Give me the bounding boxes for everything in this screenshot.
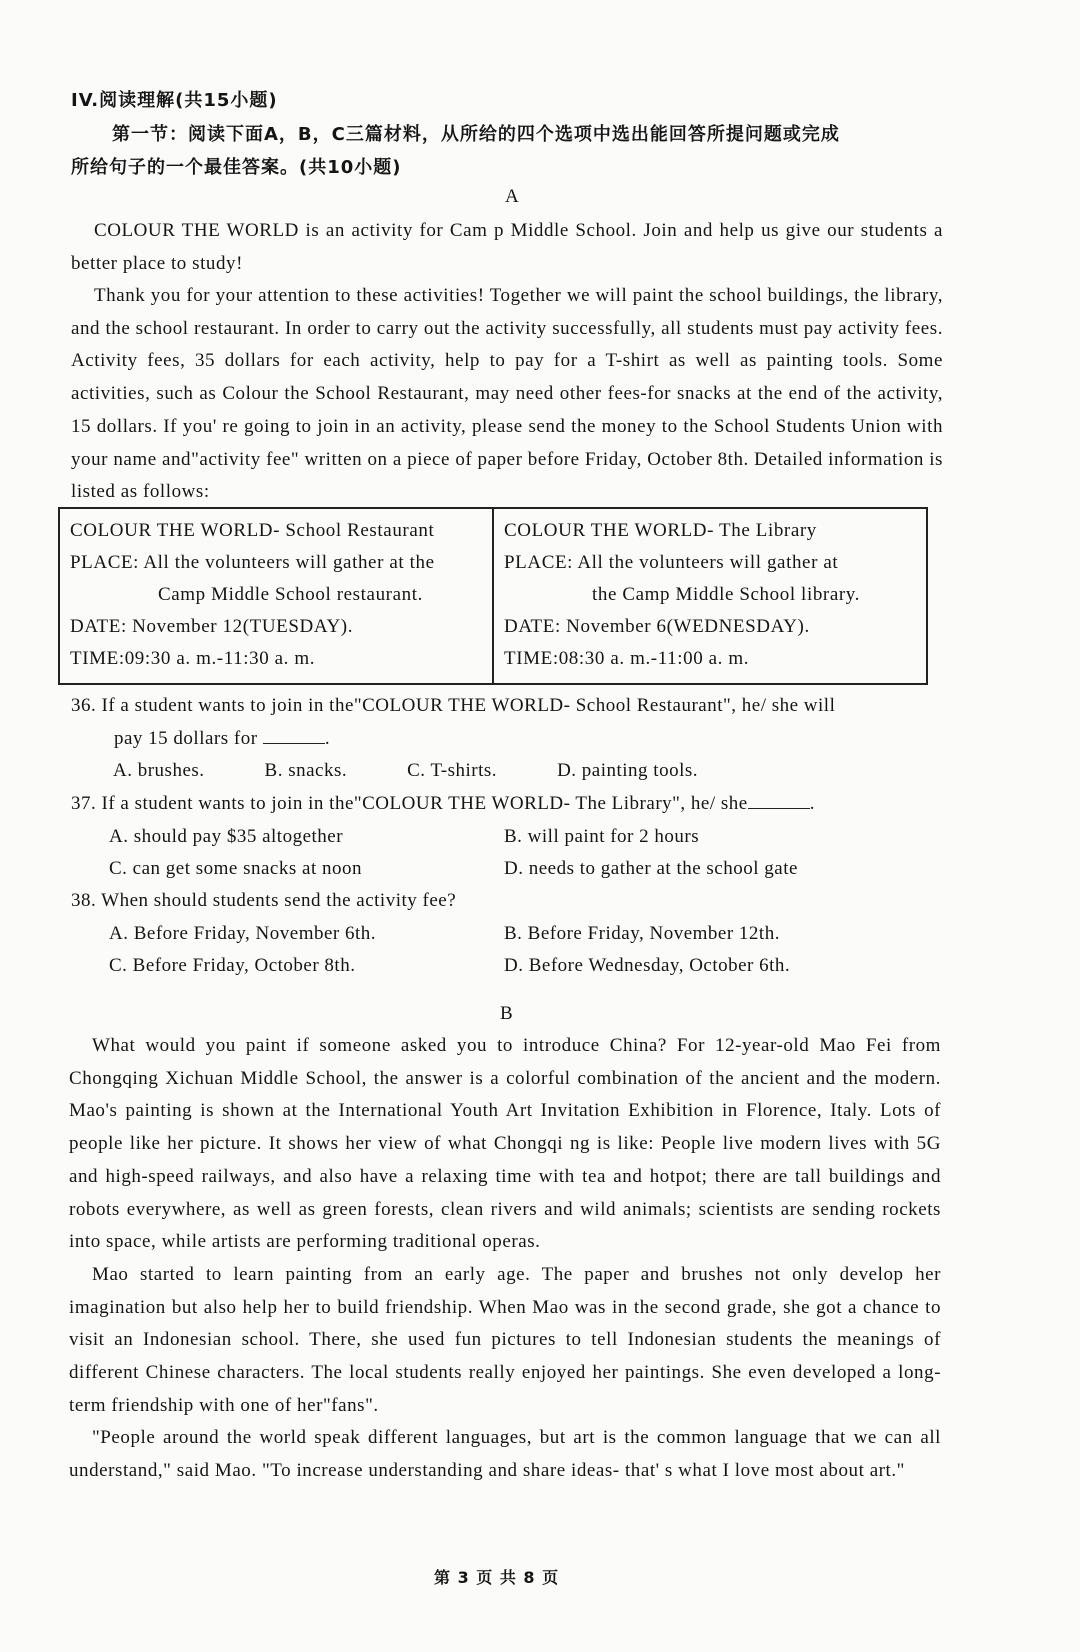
cell-time: TIME:08:30 a. m.-11:00 a. m.	[504, 648, 750, 669]
cell-title: COLOUR THE WORLD- School Restaurant	[70, 520, 435, 541]
stem-end: .	[809, 793, 815, 814]
question-stem-cont: pay 15 dollars for	[114, 727, 258, 749]
question-37	[71, 788, 971, 886]
option-a: A. brushes.	[113, 760, 205, 781]
option-c: C. T-shirts.	[407, 760, 498, 781]
table-cell-restaurant	[60, 509, 494, 683]
option-d: D. Before Wednesday, October 6th.	[504, 955, 791, 976]
passage-b-paragraph-3: "People around the world speak different languages, but art is the common language that we can all understand," said Mao. "To increase understanding and share ideas- that' s what I love most about art."	[69, 1427, 941, 1481]
cell-date: DATE: November 6(WEDNESDAY).	[504, 616, 810, 637]
question-36	[71, 690, 971, 788]
cell-date: DATE: November 12(TUESDAY).	[70, 616, 354, 637]
table-cell-library	[494, 509, 926, 683]
cell-place-cont: Camp Middle School restaurant.	[158, 584, 423, 605]
instruction-line-1: 第一节：阅读下面A，B，C三篇材料，从所给的四个选项中选出能回答所提问题或完成	[112, 124, 840, 145]
answer-blank	[748, 790, 810, 809]
question-stem: 37. If a student wants to join in the"COLOUR THE WORLD- The Library", he/ she	[71, 793, 748, 814]
cell-place-cont: the Camp Middle School library.	[592, 584, 861, 605]
passage-b-label: B	[500, 1003, 513, 1024]
cell-time: TIME:09:30 a. m.-11:30 a. m.	[70, 648, 316, 669]
option-d: D. painting tools.	[557, 760, 699, 781]
passage-a-paragraph-2: Thank you for your attention to these activities! Together we will paint the school buildings, the library, and the school restaurant. In order to carry out the activity successfully, all students must pay activity fees. Activity fees, 35 dollars for each activity, help to pay for a T-shirt as well as painting tools. Some activities, such as Colour the School Restaurant, may need other fees-for snacks at the end of the activity, 15 dollars. If you' re going to join in an activity, please send the money to the School Students Union with your name and"activity fee" written on a piece of paper before Friday, October 8th. Detailed information is listed as follows:	[71, 285, 943, 503]
section-heading: IV.阅读理解(共15小题)	[71, 90, 278, 111]
option-a: A. Before Friday, November 6th.	[109, 922, 377, 944]
passage-b-paragraph-1: What would you paint if someone asked you to introduce China? For 12-year-old Mao Fei from Chongqing Xichuan Middle School, the answer is a colorful combination of the ancient and the modern. Mao's painting is shown at the International Youth Art Invitation Exhibition in Florence, Italy. Lots of people like her picture. It shows her view of what Chongqi ng is like: People live modern lives with 5G and high-speed railways, and also have a relaxing time with tea and hotpot; there are tall buildings and robots everywhere, as well as green forests, clean rivers and wild animals; scientists are sending rockets into space, while artists are performing traditional operas.	[69, 1035, 941, 1253]
activity-table	[58, 507, 928, 685]
question-stem: 36. If a student wants to join in the"COLOUR THE WORLD- School Restaurant", he/ she will	[71, 695, 836, 716]
stem-end: .	[324, 727, 331, 749]
question-stem: 38. When should students send the activity fee?	[71, 890, 457, 911]
answer-blank	[263, 725, 325, 744]
cell-place: PLACE: All the volunteers will gather at	[504, 552, 839, 573]
passage-a-label: A	[505, 186, 519, 207]
instruction-line-2: 所给句子的一个最佳答案。(共10小题)	[71, 157, 402, 178]
option-d: D. needs to gather at the school gate	[504, 858, 798, 879]
question-38	[71, 885, 971, 983]
option-b: B. snacks.	[264, 760, 348, 781]
cell-title: COLOUR THE WORLD- The Library	[504, 520, 817, 541]
option-b: B. Before Friday, November 12th.	[504, 922, 780, 944]
option-b: B. will paint for 2 hours	[504, 825, 700, 847]
passage-a-paragraph-1: COLOUR THE WORLD is an activity for Cam p Middle School. Join and help us give our students a better place to study!	[71, 220, 943, 274]
page-footer: 第 3 页 共 8 页	[434, 1568, 560, 1587]
cell-place: PLACE: All the volunteers will gather at the	[70, 552, 435, 573]
passage-b-paragraph-2: Mao started to learn painting from an early age. The paper and brushes not only develop her imagination but also help her to build friendship. When Mao was in the second grade, she got a chance to visit an Indonesian school. There, she used fun pictures to tell Indonesian students the meanings of different Chinese characters. The local students really enjoyed her paintings. She even developed a long-term friendship with one of her"fans".	[69, 1264, 941, 1416]
option-c: C. Before Friday, October 8th.	[109, 955, 356, 976]
option-c: C. can get some snacks at noon	[109, 858, 362, 879]
option-a: A. should pay $35 altogether	[109, 825, 344, 847]
